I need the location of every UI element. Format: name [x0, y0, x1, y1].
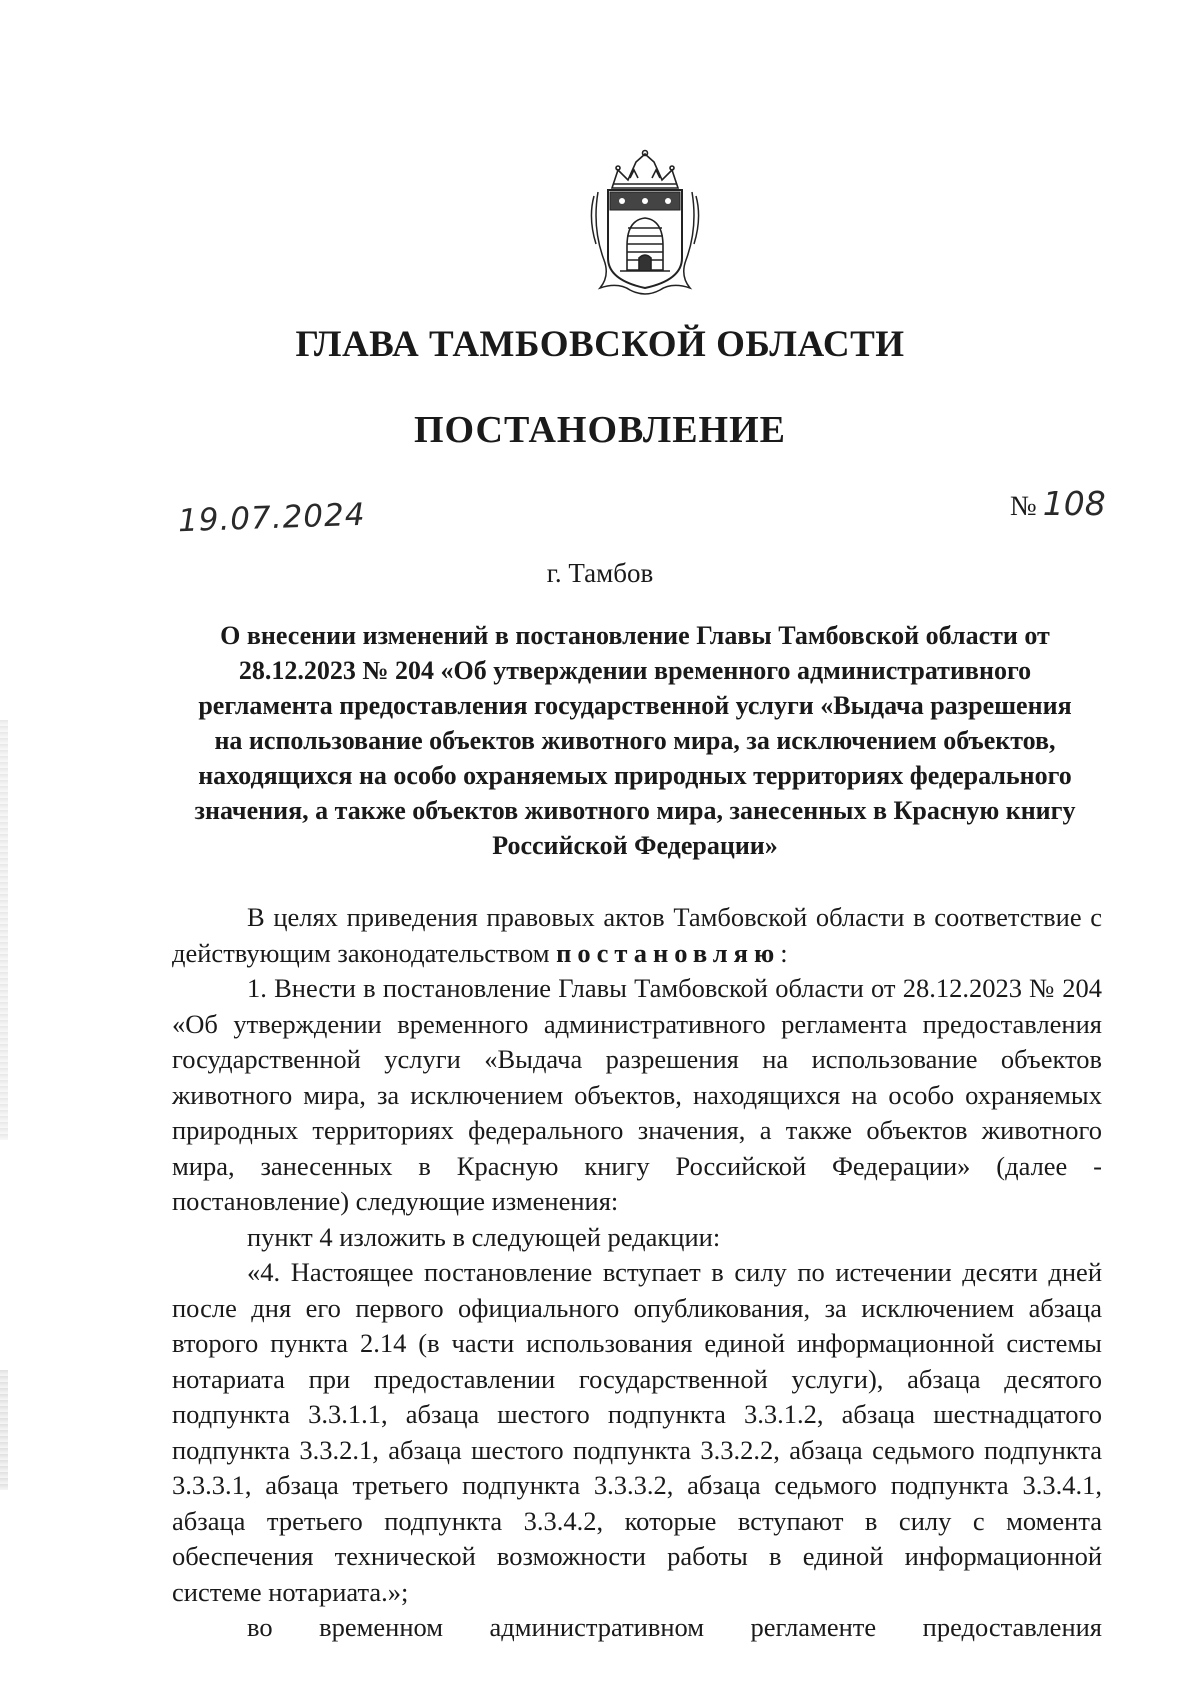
subject-line: на использование объектов животного мира, за исключением объектов, — [214, 726, 1056, 755]
organization-title: ГЛАВА ТАМБОВСКОЙ ОБЛАСТИ — [295, 324, 905, 365]
scan-edge-artifact — [0, 1370, 8, 1490]
subject-line: значения, а также объектов животного мира, занесенных в Красную книгу — [194, 796, 1076, 825]
intro-end: : — [780, 937, 788, 968]
intro-text: В целях приведения правовых актов Тамбовской области в соответствие с действующим законодательством — [172, 902, 1102, 968]
quoted-paragraph: «4. Настоящее постановление вступает в силу по истечении десяти дней после дня его первого официального опубликования, за исключением абзаца второго пункта 2.14 (в части использования единой информационной системы нотариата при предоставлении государственной услуги), абзаца десятого подпункта 3.3.1.1, абзаца шестого подпункта 3.3.1.2, абзаца шестнадцатого подпункта 3.3.2.1, абзаца шестого подпункта 3.3.2.2, абзаца седьмого подпункта 3.3.3.1, абзаца третьего подпункта 3.3.3.2, абзаца седьмого подпункта 3.3.4.1, абзаца третьего подпункта 3.3.4.2, которые вступают в силу с момента обеспечения технической возможности работы в единой информационной системе нотариата.»; — [172, 1257, 1102, 1607]
document-body — [172, 900, 1102, 1646]
document-type-heading: ПОСТАНОВЛЕНИЕ — [413, 409, 787, 451]
number-label: № — [1010, 491, 1037, 522]
subject-line: О внесении изменений в постановление Главы Тамбовской области от — [220, 621, 1050, 650]
subject-line: находящихся на особо охраняемых природных территориях федерального — [198, 761, 1072, 790]
intro-paragraph — [172, 900, 1102, 971]
document-number — [1010, 484, 1106, 523]
resolution-word: постановляю — [556, 937, 781, 968]
item-1-subparagraph: пункт 4 изложить в следующей редакции: — [247, 1221, 721, 1252]
document-subject — [165, 618, 1105, 863]
subject-line: регламента предоставления государственной услуги «Выдача разрешения — [198, 691, 1072, 720]
subject-line: 28.12.2023 № 204 «Об утверждении временного административного — [238, 656, 1032, 685]
subject-line: Российской Федерации» — [492, 831, 778, 860]
item-1-paragraph: 1. Внести в постановление Главы Тамбовской области от 28.12.2023 № 204 «Об утверждении временного административного регламента предоставления государственной услуги «Выдача разрешения на использование объектов животного мира, за исключением объектов, находящихся на особо охраняемых природных территориях федерального значения, а также объектов животного мира, занесенных в Красную книгу Российской Федерации» (далее - постановление) следующие изменения: — [172, 973, 1102, 1216]
handwritten-number: 108 — [1042, 484, 1106, 523]
city-line: г. Тамбов — [546, 558, 654, 588]
scan-edge-artifact — [0, 720, 8, 1140]
handwritten-date: 19.07.2024 — [177, 496, 367, 540]
coat-of-arms-emblem — [590, 148, 700, 298]
continuation-line: во временном административном регламенте предоставления — [247, 1612, 1102, 1642]
